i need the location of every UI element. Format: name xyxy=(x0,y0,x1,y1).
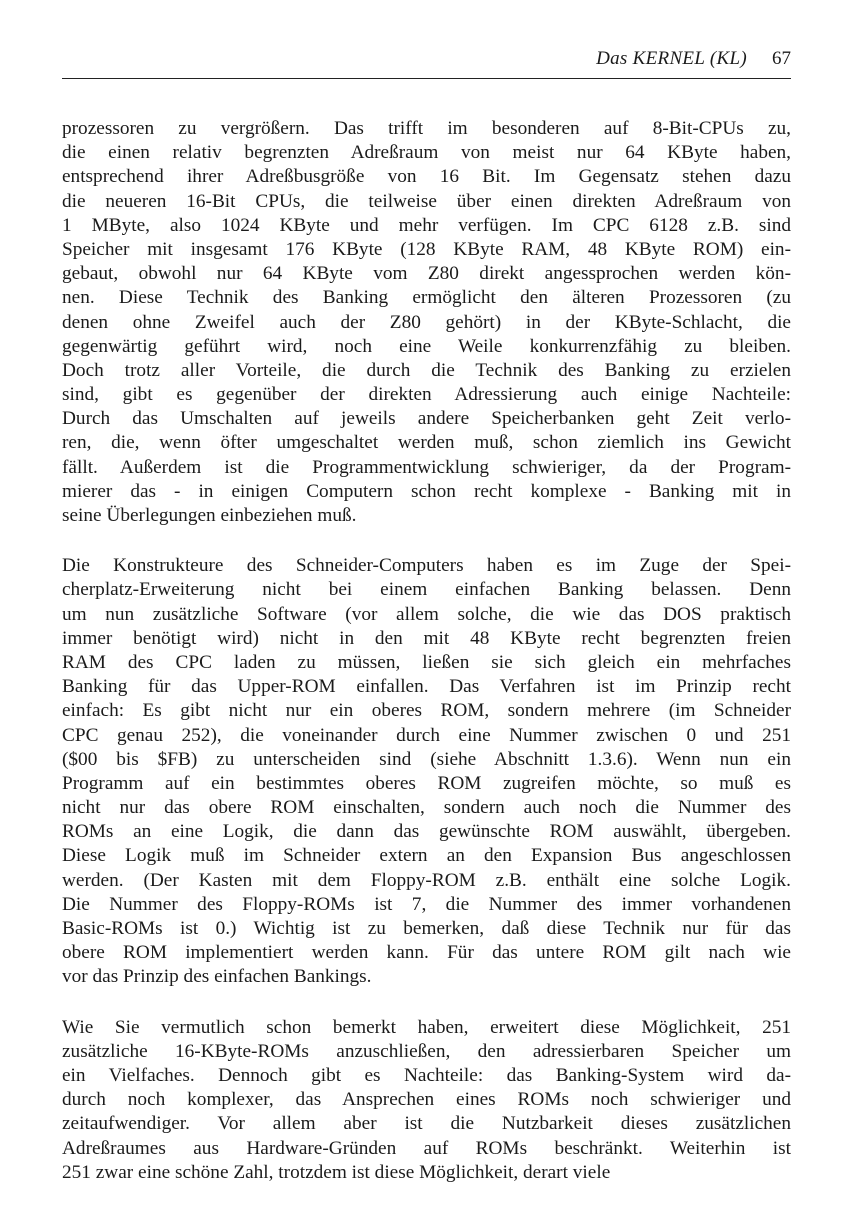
text-line: Die Konstrukteure des Schneider-Computers haben es im Zuge der Spei- xyxy=(62,555,791,577)
text-line: die einen relativ begrenzten Adreßraum von meist nur 64 KByte haben, xyxy=(62,142,791,164)
text-line: seine Überlegungen einbeziehen muß. xyxy=(62,505,357,526)
text-line: Wie Sie vermutlich schon bemerkt haben, erweitert diese Möglichkeit, 251 xyxy=(62,1016,791,1038)
text-line: nicht nur das obere ROM einschalten, sondern auch noch die Nummer des xyxy=(62,797,791,819)
text-line: gegenwärtig geführt wird, noch eine Weile konkurrenzfähig zu bleiben. xyxy=(62,335,791,357)
text-line: Doch trotz aller Vorteile, die durch die Technik des Banking zu erzielen xyxy=(62,359,791,381)
text-line: denen ohne Zweifel auch der Z80 gehört) in der KByte-Schlacht, die xyxy=(62,311,791,333)
text-line: ($00 bis $FB) zu unterscheiden sind (siehe Abschnitt 1.3.6). Wenn nun ein xyxy=(62,748,791,770)
text-line: mierer das - in einigen Computern schon recht komplexe - Banking mit in xyxy=(62,480,791,502)
page-number: 67 xyxy=(772,48,791,69)
running-head xyxy=(62,46,791,79)
text-line: gebaut, obwohl nur 64 KByte vom Z80 direkt angessprochen werden kön- xyxy=(62,263,791,285)
text-line: Adreßraumes aus Hardware-Gründen auf ROMs beschränkt. Weiterhin ist xyxy=(62,1137,791,1159)
running-head-section-title: Das KERNEL (KL) xyxy=(596,48,747,69)
text-line: 1 MByte, also 1024 KByte und mehr verfügen. Im CPC 6128 z.B. sind xyxy=(62,214,791,236)
text-line: ren, die, wenn öfter umgeschaltet werden muß, schon ziemlich ins Gewicht xyxy=(62,432,791,454)
text-line: zeitaufwendiger. Vor allem aber ist die Nutzbarkeit dieses zusätzlichen xyxy=(62,1113,791,1135)
text-line: einfach: Es gibt nicht nur ein oberes ROM, sondern mehrere (im Schneider xyxy=(62,700,791,722)
text-line: Basic-ROMs ist 0.) Wichtig ist zu bemerken, daß diese Technik nur für das xyxy=(62,918,791,939)
text-line: Speicher mit insgesamt 176 KByte (128 KByte RAM, 48 KByte ROM) ein- xyxy=(62,238,791,260)
text-line: obere ROM implementiert werden kann. Für das untere ROM gilt nach wie xyxy=(62,942,791,964)
text-line: zusätzliche 16-KByte-ROMs anzuschließen, den adressierbaren Speicher um xyxy=(62,1040,791,1062)
text-line: sind, gibt es gegenüber der direkten Adressierung auch einige Nachteile: xyxy=(62,384,791,406)
text-line: ROMs an eine Logik, die dann das gewünschte ROM auswählt, übergeben. xyxy=(62,821,791,843)
text-line: vor das Prinzip des einfachen Bankings. xyxy=(62,966,372,988)
text-line: CPC genau 252), die voneinander durch eine Nummer zwischen 0 und 251 xyxy=(62,724,791,746)
text-line: Programm auf ein bestimmtes oberes ROM zugreifen möchte, so muß es xyxy=(62,772,791,794)
paragraph xyxy=(62,117,791,528)
text-line: Banking für das Upper-ROM einfallen. Das Verfahren ist im Prinzip recht xyxy=(62,676,791,698)
text-line: immer benötigt wird) nicht in den mit 48 KByte recht begrenzten freien xyxy=(62,627,791,649)
text-line: 251 zwar eine schöne Zahl, trotzdem ist diese Möglichkeit, derart viele xyxy=(62,1161,611,1183)
text-line: Durch das Umschalten auf jeweils andere Speicherbanken geht Zeit verlo- xyxy=(62,408,791,430)
text-line: Diese Logik muß im Schneider extern an den Expansion Bus angeschlossen xyxy=(62,845,791,867)
text-line: fällt. Außerdem ist die Programmentwicklung schwieriger, da der Program- xyxy=(62,456,791,478)
text-line: die neueren 16-Bit CPUs, die teilweise über einen direkten Adreßraum von xyxy=(62,190,791,212)
paragraph xyxy=(62,554,791,989)
text-line: entsprechend ihrer Adreßbusgröße von 16 Bit. Im Gegensatz stehen dazu xyxy=(62,166,791,188)
text-line: Die Nummer des Floppy-ROMs ist 7, die Nummer des immer vorhandenen xyxy=(62,893,791,915)
text-line: um nun zusätzliche Software (vor allem solche, die wie das DOS praktisch xyxy=(62,603,791,625)
text-line: durch noch komplexer, das Ansprechen eines ROMs noch schwieriger und xyxy=(62,1089,791,1111)
text-line: ein Vielfaches. Dennoch gibt es Nachteile: das Banking-System wird da- xyxy=(62,1064,791,1086)
body-text xyxy=(62,117,791,1211)
text-line: nen. Diese Technik des Banking ermöglicht den älteren Prozessoren (zu xyxy=(62,287,791,309)
text-line: RAM des CPC laden zu müssen, ließen sie sich gleich ein mehrfaches xyxy=(62,651,791,673)
paragraph xyxy=(62,1016,791,1185)
text-line: prozessoren zu vergrößern. Das trifft im besonderen auf 8-Bit-CPUs zu, xyxy=(62,118,791,139)
text-line: cherplatz-Erweiterung nicht bei einem einfachen Banking belassen. Denn xyxy=(62,579,791,601)
text-line: werden. (Der Kasten mit dem Floppy-ROM z.B. enthält eine solche Logik. xyxy=(62,869,791,891)
